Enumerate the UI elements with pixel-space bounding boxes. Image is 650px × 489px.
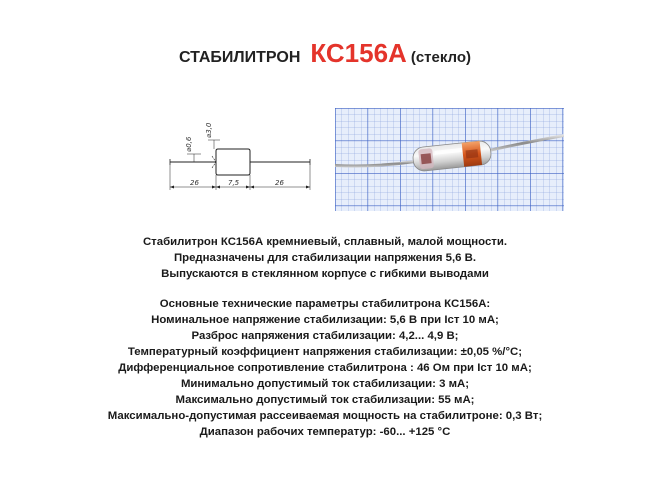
spec-line: Температурный коэффициент напряжения стабилизации: ±0,05 %/°С;	[127, 345, 523, 358]
spec-line: Дифференциальное сопротивление стабилитрона : 46 Ом при Iст 10 мА;	[118, 361, 532, 374]
title-suffix: (стекло)	[410, 49, 472, 66]
glass-zener-diode-photo	[335, 108, 564, 211]
title-model: КС156А	[310, 38, 407, 68]
spec-line: Максимально-допустимая рассеиваемая мощность на стабилитроне: 0,3 Вт;	[107, 409, 543, 422]
dimension-drawing	[160, 118, 330, 198]
spec-line: Разброс напряжения стабилизации: 4,2... 4,9 В;	[191, 329, 459, 342]
specs-list	[0, 297, 650, 441]
lead-right-length-label: 26	[275, 179, 284, 187]
spec-line: Максимально допустимый ток стабилизации: 55 мА;	[175, 393, 475, 406]
title-prefix: СТАБИЛИТРОН	[178, 49, 301, 66]
spec-line: Диапазон рабочих температур: -60... +125 °С	[199, 425, 451, 438]
lead-left-length-label: 26	[190, 179, 199, 187]
body-diameter-label: ⌀3,0	[205, 122, 213, 138]
lead-diameter-label: ⌀0,6	[185, 136, 193, 152]
page-title	[0, 38, 650, 69]
description-line: Стабилитрон КС156А кремниевый, сплавный, малой мощности.	[142, 236, 508, 248]
spec-line: Номинальное напряжение стабилизации: 5,6 В при Iст 10 мА;	[151, 313, 499, 326]
spec-line: Минимально допустимый ток стабилизации: 3 мА;	[180, 377, 470, 390]
description-line: Выпускаются в стеклянном корпусе с гибкими выводами	[161, 268, 489, 280]
specs-heading: Основные технические параметры стабилитрона КС156А:	[159, 298, 491, 310]
description-line: Предназначены для стабилизации напряжения 5,6 В.	[173, 252, 477, 264]
body-length-label: 7,5	[228, 179, 240, 187]
